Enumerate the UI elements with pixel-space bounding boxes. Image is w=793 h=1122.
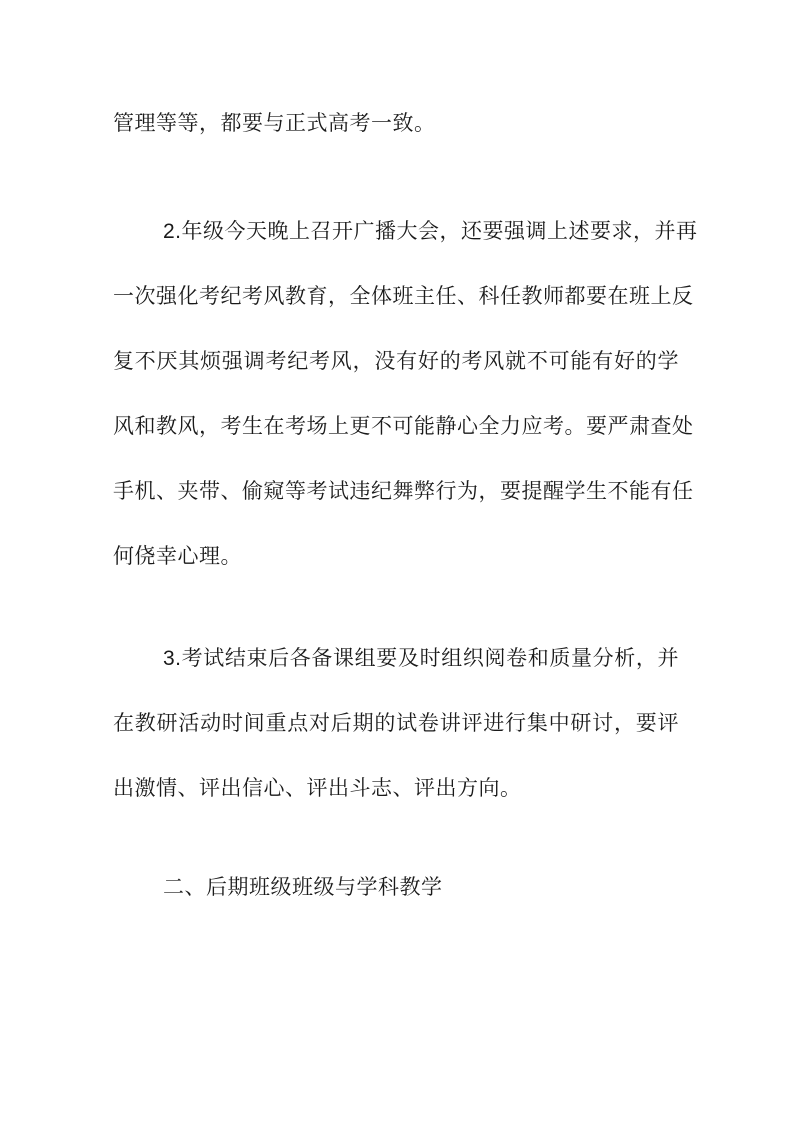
text-line: 管理等等，都要与正式高考一致。: [113, 112, 436, 135]
paragraph-heading-section-2: [113, 855, 679, 920]
paragraph-item-2: [113, 199, 698, 589]
text-line: 出激情、评出信心、评出斗志、评出方向。: [113, 777, 522, 800]
text-line: 复不厌其烦强调考纪考风，没有好的考风就不可能有好的学: [113, 350, 679, 373]
text-line: 二、后期班级班级与学科教学: [163, 876, 443, 899]
text-line: 手机、夹带、偷窥等考试违纪舞弊行为，要提醒学生不能有任: [113, 480, 694, 503]
paragraph-continuation: [113, 91, 679, 156]
paragraph-item-3: [113, 626, 679, 821]
document-body-text: [113, 91, 698, 920]
text-line: 3.考试结束后各备课组要及时组织阅卷和质量分析，并: [163, 647, 679, 670]
text-line: 在教研活动时间重点对后期的试卷讲评进行集中研讨，要评: [113, 712, 679, 735]
text-line: 一次强化考纪考风教育，全体班主任、科任教师都要在班上反: [113, 285, 694, 308]
text-line: 风和教风，考生在考场上更不可能静心全力应考。要严肃查处: [113, 415, 694, 438]
text-line: 2.年级今天晚上召开广播大会，还要强调上述要求，并再: [163, 220, 698, 243]
text-line: 何侥幸心理。: [113, 545, 242, 568]
